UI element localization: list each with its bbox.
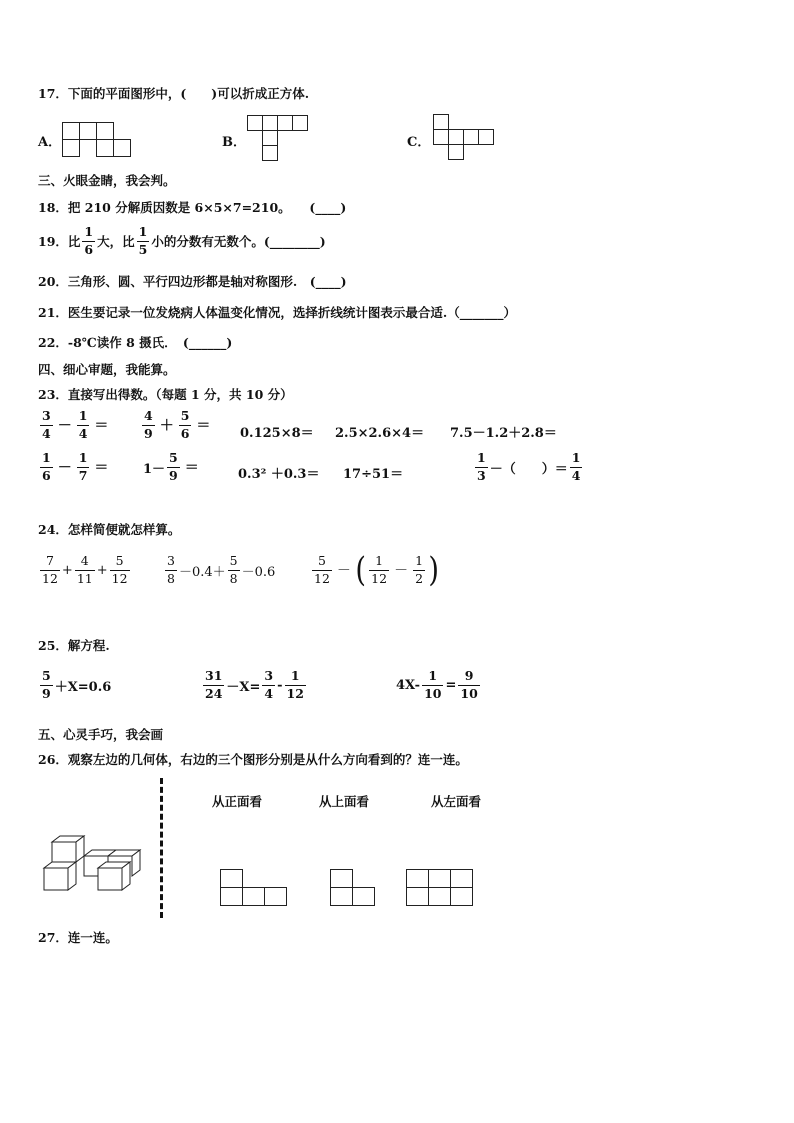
q23-r1c3: 0.125×8＝ [240,426,314,441]
geometric-solid-figure [40,835,144,895]
q23-r2c5: $\frac{1}{3}$ －（ ）＝ $\frac{1}{4}$ [477,450,581,483]
option-b-net [247,115,309,163]
q23-r1c2: $\frac{4}{9}$ ＋ $\frac{5}{6}$ ＝ [144,408,211,441]
question-20: 20．三角形、圆、平行四边形都是轴对称图形. (____) [38,274,347,289]
view-shape-1 [220,869,288,907]
q23-r2c4: 17÷51＝ [343,467,404,482]
view-shape-3 [406,869,474,907]
question-19: 19．比 $\frac{1}{6}$ 大，比 $\frac{1}{5}$ 小的分数有无数个。(________) [38,224,326,257]
q24-expr-1: $\frac{7}{12}$ + $\frac{4}{11}$ + $\frac{5}{12}$ [42,553,128,586]
question-25-title: 25．解方程. [38,638,110,653]
question-24-title: 24．怎样简便就怎样算。 [38,522,181,537]
question-18: 18．把 210 分解质因数是 6×5×7=210。 (____) [38,200,347,215]
option-a-net [62,122,132,158]
option-c-label: C． [407,135,431,150]
dashed-divider [160,778,163,918]
q23-r2c1: $\frac{1}{6}$ － $\frac{1}{7}$ ＝ [42,450,109,483]
q23-r1c1: $\frac{3}{4}$ － $\frac{1}{4}$ ＝ [42,408,109,441]
option-a-label: A． [38,135,62,150]
question-17: 17．下面的平面图形中，( )可以折成正方体. [38,86,310,101]
q25-equation-3: 4X- $\frac{1}{10}$ = $\frac{9}{10}$ [396,668,478,701]
q23-r2c2: 1－ $\frac{5}{9}$ ＝ [143,450,199,483]
question-22: 22．-8℃读作 8 摄氏． (______) [38,335,233,350]
section-5-heading: 五、心灵手巧，我会画 [38,727,164,742]
q23-r2c3: 0.3² ＋0.3＝ [238,467,320,482]
question-23-title: 23．直接写出得数。（每题 1 分，共 10 分） [38,387,293,402]
q23-r1c5: 7.5－1.2＋2.8＝ [450,426,557,441]
question-21: 21．医生要记录一位发烧病人体温变化情况，选择折线统计图表示最合适.（_______） [38,305,516,320]
q24-expr-3: $\frac{5}{12}$ － ( $\frac{1}{12}$ － $\frac{1}{2}$ ) [314,550,439,590]
q25-equation-1: $\frac{5}{9}$ ＋X=0.6 [42,668,112,701]
label-front-view: 从正面看 [212,794,263,809]
option-b-label: B． [222,135,246,150]
label-left-view: 从左面看 [431,794,482,809]
label-top-view: 从上面看 [319,794,370,809]
view-shape-2 [330,869,376,907]
q24-expr-2: $\frac{3}{8}$ －0.4＋ $\frac{5}{8}$ －0.6 [167,553,276,586]
q23-r1c4: 2.5×2.6×4＝ [335,426,425,441]
section-4-heading: 四、细心审题，我能算。 [38,362,176,377]
q25-equation-2: $\frac{31}{24}$ －X= $\frac{3}{4}$ - $\frac{1}{12}$ [205,668,304,701]
option-c-net [433,114,493,162]
question-26: 26．观察左边的几何体，右边的三个图形分别是从什么方向看到的？连一连。 [38,752,468,767]
question-27: 27．连一连。 [38,930,118,945]
section-3-heading: 三、火眼金睛，我会判。 [38,173,176,188]
